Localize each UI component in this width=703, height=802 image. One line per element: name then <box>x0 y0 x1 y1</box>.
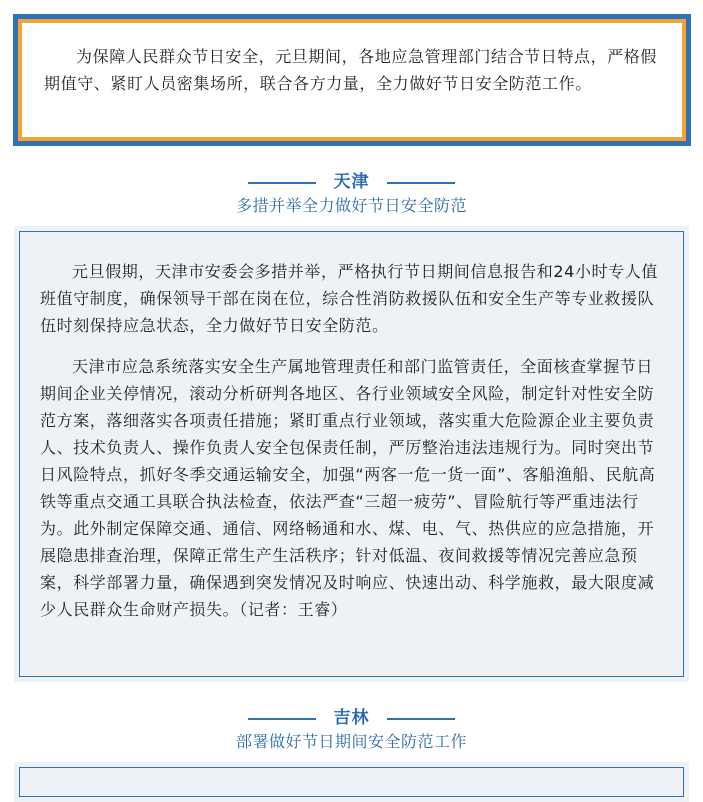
article-paragraph: 元旦假期，天津市安委会多措并举，严格执行节日期间信息报告和24小时专人值班值守制度，确保领导干部在岗在位，综合性消防救援队伍和安全生产等专业救援队伍时刻保持应急状态，全力做好节日安全防范。 <box>40 262 658 335</box>
title-line-right <box>387 182 455 184</box>
section-title: 天津 <box>333 172 370 192</box>
section-title: 吉林 <box>333 708 370 728</box>
section-subtitle: 部署做好节日期间安全防范工作 <box>235 732 467 751</box>
section-header-tianjin <box>0 170 703 218</box>
article-card-content <box>19 767 684 797</box>
article-paragraph: 天津市应急系统落实安全生产属地管理责任和部门监管责任，全面核查掌握节日期间企业关停情况，滚动分析研判各地区、各行业领域安全风险，制定针对性安全防范方案，落细落实各项责任措施；紧盯重点行业领域，落实重大危险源企业主要负责人、技术负责人、操作负责人安全包保责任制，严厉整治违法违规行为。同时突出节日风险特点，抓好冬季交通运输安全，加强“两客一危一货一面”、客船渔船、民航高铁等重点交通工具联合执法检查，依法严查“三超一疲劳”、冒险航行等严重违法行为。此外制定保障交通、通信、网络畅通和水、煤、电、气、热供应的应急措施，开展隐患排查治理，保障正常生产生活秩序；针对低温、夜间救援等情况完善应急预案，科学部署力量，确保遇到突发情况及时响应、快速出动、科学施救，最大限度减少人民群众生命财产损失。（记者：王睿） <box>40 357 656 619</box>
intro-orange-frame <box>18 19 686 141</box>
section-subtitle: 多措并举全力做好节日安全防范 <box>235 196 467 215</box>
section-title-row <box>0 170 703 194</box>
title-line-left <box>248 718 316 720</box>
title-line-left <box>248 182 316 184</box>
title-line-right <box>387 718 455 720</box>
intro-text: 为保障人民群众节日安全，元旦期间，各地应急管理部门结合节日特点，严格假期值守、紧盯人员密集场所，联合各方力量，全力做好节日安全防范工作。 <box>44 47 658 93</box>
section-title-row <box>0 706 703 730</box>
article-card-jilin <box>14 762 689 802</box>
intro-content <box>22 23 682 137</box>
article-card-tianjin <box>14 226 689 682</box>
article-card-content <box>19 231 684 677</box>
intro-box <box>13 14 691 146</box>
section-header-jilin <box>0 706 703 754</box>
